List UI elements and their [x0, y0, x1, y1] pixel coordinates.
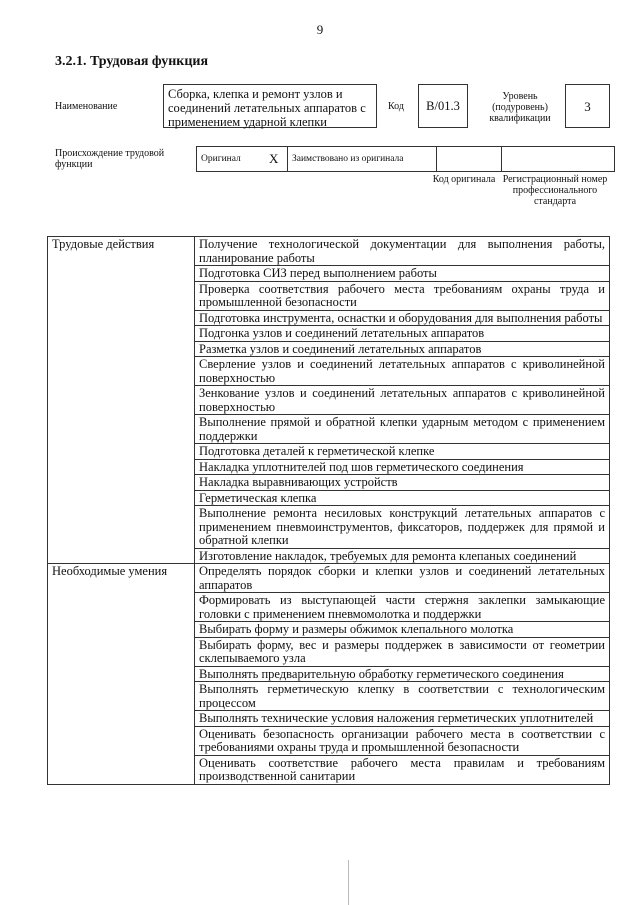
- origin-label: Происхождение трудовой функции: [55, 148, 165, 170]
- function-name: Сборка, клепка и ремонт узлов и соединений летательных аппаратов с применением ударной клепки: [168, 87, 366, 129]
- section-title: 3.2.1. Трудовая функция: [55, 54, 209, 69]
- code-original-cell: [437, 147, 502, 172]
- original-mark: Х: [265, 147, 288, 172]
- code-label: Код: [388, 101, 404, 112]
- list-item: Выбирать форму, вес и размеры поддержек в зависимости от геометрии склепываемого узла: [195, 638, 609, 667]
- function-details-table: [47, 236, 610, 785]
- list-item: Выполнять предварительную обработку герметического соединения: [195, 667, 609, 683]
- code-original-label: Код оригинала: [432, 174, 496, 185]
- reg-number-cell: [502, 147, 615, 172]
- list-item: Выполнять герметическую клепку в соответствии с технологическим процессом: [195, 682, 609, 711]
- list-item: Накладка выравнивающих устройств: [195, 475, 609, 491]
- level-label: Уровень (подуровень) квалификации: [489, 91, 551, 124]
- labor-actions-list: [195, 237, 609, 563]
- list-item: Подготовка деталей к герметической клепке: [195, 444, 609, 460]
- borrowed-label: Заимствовано из оригинала: [288, 147, 437, 172]
- required-skills-list: [195, 564, 609, 784]
- list-item: Сверление узлов и соединений летательных аппаратов с криволинейной поверхностью: [195, 357, 609, 386]
- list-item: Оценивать безопасность организации рабочего места в соответствии с требованиями охраны труда и промышленной безопасности: [195, 727, 609, 756]
- list-item: Зенкование узлов и соединений летательных аппаратов с криволинейной поверхностью: [195, 386, 609, 415]
- list-item: Выбирать форму и размеры обжимок клепального молотка: [195, 622, 609, 638]
- list-item: Выполнение ремонта несиловых конструкций летательных аппаратов с применением пневмоинструментов, фиксаторов, поддержек для прямой и обратной клепки: [195, 506, 609, 549]
- list-item: Выполнять технические условия наложения герметических уплотнителей: [195, 711, 609, 727]
- origin-table: [196, 146, 615, 172]
- list-item: Герметическая клепка: [195, 491, 609, 507]
- list-item: Изготовление накладок, требуемых для ремонта клепаных соединений: [199, 548, 577, 563]
- code-box: [418, 84, 468, 128]
- list-item: Накладка уплотнителей под шов герметического соединения: [195, 460, 609, 476]
- code-value: В/01.3: [426, 99, 460, 113]
- reg-number-label: Регистрационный номер профессионального стандарта: [502, 174, 608, 207]
- list-item: Оценивать соответствие рабочего места правилам и требованиям производственной санитарии: [199, 755, 605, 783]
- required-skills-row: [48, 564, 610, 785]
- function-name-box: [163, 84, 377, 128]
- list-item: Проверка соответствия рабочего места требованиям охраны труда и промышленной безопасности: [195, 282, 609, 311]
- list-item: Выполнение прямой и обратной клепки ударным методом с применением поддержки: [195, 415, 609, 444]
- level-value: 3: [584, 99, 591, 114]
- name-label: Наименование: [55, 101, 118, 112]
- labor-actions-row: [48, 237, 610, 564]
- list-item: Подготовка инструмента, оснастки и оборудования для выполнения работы: [195, 311, 609, 327]
- list-item: Разметка узлов и соединений летательных аппаратов: [195, 342, 609, 358]
- section-title-required-skills: Необходимые умения: [48, 564, 195, 785]
- scan-mark: [348, 860, 349, 905]
- list-item: Подготовка СИЗ перед выполнением работы: [195, 266, 609, 282]
- list-item: Определять порядок сборки и клепки узлов и соединений летательных аппаратов: [195, 564, 609, 593]
- list-item: Подгонка узлов и соединений летательных аппаратов: [195, 326, 609, 342]
- list-item: Формировать из выступающей части стержня заклепки замыкающие головки с применением пневмомолотка и поддержки: [195, 593, 609, 622]
- list-item: Получение технологической документации для выполнения работы, планирование работы: [195, 237, 609, 266]
- section-title-labor-actions: Трудовые действия: [48, 237, 195, 564]
- page-number: 9: [316, 22, 324, 37]
- original-label: Оригинал: [197, 147, 266, 172]
- level-box: [565, 84, 610, 128]
